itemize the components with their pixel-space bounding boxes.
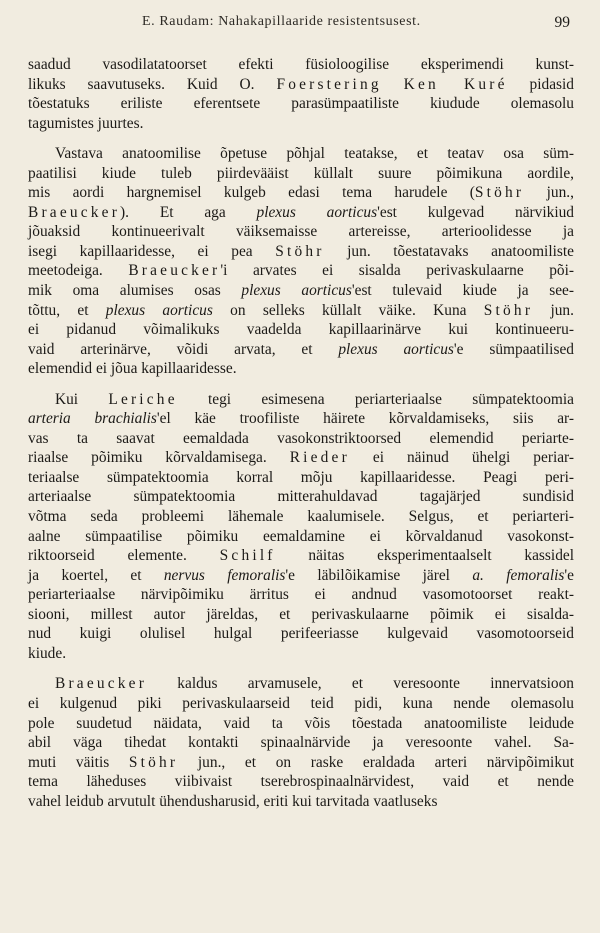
text-line — [28, 674, 574, 694]
text-run: 'el käe troofiliste häirete kõrvaldamiseks, siis ar- — [156, 410, 574, 428]
text-line — [28, 585, 574, 605]
text-line — [28, 409, 574, 429]
text-line — [28, 772, 574, 792]
paragraph — [28, 674, 574, 811]
text-run: jun., et on raske eraldada arteri närvipõimikut — [178, 753, 574, 771]
latin-term: plexus aorticus — [338, 340, 454, 358]
text-line — [28, 753, 574, 773]
text-run: riaalse põimiku kõrvaldamisega. — [28, 449, 290, 467]
text-line — [28, 792, 574, 812]
text-run: kaldus arvamusele, et veresoonte innervatsioon — [147, 675, 574, 693]
text-line — [28, 94, 574, 114]
text-run: 'e läbilõikamise järel — [285, 566, 473, 584]
text-line — [28, 429, 574, 449]
text-line — [28, 75, 574, 95]
text-run: 'est kulgevad närvikiud — [377, 203, 574, 221]
text-run: ja koertel, et — [28, 566, 164, 584]
text-line — [28, 566, 574, 586]
author-name: Foerstering — [276, 75, 382, 93]
text-run — [382, 76, 404, 93]
text-line — [28, 527, 574, 547]
text-run: tagumistes juurtes. — [28, 114, 144, 132]
author-name: Schilf — [219, 547, 276, 565]
latin-term: plexus aorticus — [241, 282, 352, 300]
text-run: 'e — [564, 566, 574, 584]
text-line — [28, 468, 574, 488]
text-run: aalne sümpaatilise põimiku eemaldamine ei kõrvaldanud vasokonst- — [28, 527, 574, 545]
author-name: Leriche — [108, 390, 178, 408]
author-name: Stöhr — [275, 242, 325, 260]
text-run: mis aordi hargnemisel kulgeb edasi tema harudele ( — [28, 184, 475, 202]
text-line — [28, 203, 574, 223]
text-run: tõestatuks eriliste eferentsete parasümpaatiliste kiudude olemasolu — [28, 95, 574, 113]
text-run: kiude. — [28, 644, 67, 662]
text-run: 'est tulevaid kiude ja see- — [351, 282, 574, 300]
paragraph — [28, 144, 574, 379]
text-line — [28, 301, 574, 321]
text-line — [28, 644, 574, 664]
page-header — [26, 8, 574, 34]
author-name: Stöhr — [128, 753, 179, 771]
text-line — [28, 448, 574, 468]
text-line — [28, 222, 574, 242]
text-line — [28, 507, 574, 527]
text-run: jun., — [524, 184, 574, 202]
text-run: tegi esimesena periarteriaalse sümpatektoomia — [177, 390, 574, 408]
paragraph — [28, 390, 574, 664]
text-run: paatilisi kiude tuleb piirdevääist küllalt suure põimikuna aordile, — [28, 164, 574, 182]
text-line — [28, 694, 574, 714]
latin-term: arteria brachialis — [28, 410, 157, 428]
text-run: 'e sümpaatilised — [453, 340, 574, 358]
text-run: 'i arvates ei sisalda perivaskulaarne põi- — [220, 262, 574, 280]
text-run: likuks saavutuseks. Kuid O. — [28, 75, 277, 93]
text-run: näitas eksperimentaalselt kassidel — [275, 547, 574, 565]
text-run: vahel leidub arvutult ühendusharusid, eriti kui tarvitada vaatluseks — [28, 792, 438, 810]
text-line — [28, 164, 574, 184]
text-line — [28, 733, 574, 753]
text-line — [28, 390, 574, 410]
text-run: elemendid ei jõua kapillaaridesse. — [28, 360, 237, 378]
text-run: vaid arterinärve, võidi arvata, et — [28, 340, 339, 358]
paragraph — [28, 55, 574, 133]
text-run: vas ta saavat eemaldada vasokonstriktoorsed elemendid periarte- — [28, 429, 574, 447]
author-name: Braeucker — [28, 203, 121, 221]
text-run: pole suudetud näidata, vaid ta võis tõestada anatoomiliste leidude — [28, 714, 574, 732]
text-run: siooni, millest autor järeldas, et perivaskulaarne põimik ei sisalda- — [28, 605, 574, 623]
text-line — [28, 114, 574, 134]
text-run: jõuaksid kontinueerivalt väiksemaisse artereisse, arterioolidesse ja — [28, 223, 574, 241]
text-run: jun. — [533, 301, 574, 319]
text-line — [28, 281, 574, 301]
text-run: teriaalse sümpatektoomia korral mõju kapillaaridesse. Peagi peri- — [28, 468, 574, 486]
text-run: abil väga tihedat kontakti spinaalnärvide ja veresoonte vahel. Sa- — [28, 734, 574, 752]
text-run: ei pidanud võimalikuks vaadelda kapillaarinärve kui kontinueeru- — [28, 321, 574, 339]
text-run: ei näinud ühelgi periar- — [349, 449, 574, 467]
text-line — [28, 183, 574, 203]
author-name: Ken Kuré — [403, 75, 508, 93]
text-run: periarteriaalse närvipõimiku ärritus ei andnud vasomotoorset reakt- — [28, 586, 574, 604]
text-line — [28, 144, 574, 164]
paragraph-gap — [28, 663, 574, 674]
text-run: arteriaalse sümpatektoomia mitterahuldavad tagajärjed sundisid — [28, 488, 574, 506]
text-run: tema läheduses viibivaist tserebrospinaalnärvidest, vaid et nende — [28, 773, 574, 791]
text-line — [28, 359, 574, 379]
text-run: nud kuigi olulisel hulgal perifeeriasse kulgevaid vasomotoorseid — [28, 625, 574, 643]
text-run: ei kulgenud piki perivaskulaarseid teid pidi, kuna nende olemasolu — [28, 694, 574, 712]
author-name: Braeucker — [128, 262, 221, 280]
text-run: mik oma alumises osas — [28, 282, 242, 300]
author-name: Rieder — [289, 449, 350, 467]
text-run: Vastava anatoomilise õpetuse põhjal teatakse, et teatav osa süm- — [55, 145, 574, 163]
text-run: meetodeiga. — [28, 262, 129, 280]
text-run: riktoorseid elemente. — [28, 547, 220, 565]
text-line — [28, 624, 574, 644]
text-line — [28, 320, 574, 340]
running-title: E. Raudam: Nahakapillaaride resistentsusest. — [142, 14, 421, 29]
text-run: on selleks küllalt väike. Kuna — [212, 301, 484, 319]
text-run: muti väitis — [28, 753, 129, 771]
text-run: jun. tõestatavaks anatoomiliste — [324, 242, 574, 260]
page-number: 99 — [554, 14, 570, 31]
author-name: Braeucker — [55, 675, 148, 693]
latin-term: nervus femoralis — [163, 566, 286, 584]
text-line — [28, 546, 574, 566]
text-line — [28, 605, 574, 625]
latin-term: plexus aorticus — [256, 203, 378, 221]
latin-term: plexus aorticus — [105, 301, 213, 319]
paragraph-gap — [28, 133, 574, 144]
article-body — [28, 55, 574, 811]
text-run: saadud vasodilatatoorset efekti füsioloogilise eksperimendi kunst- — [28, 56, 574, 73]
paragraph-gap — [28, 379, 574, 390]
text-line — [28, 714, 574, 734]
text-line — [28, 487, 574, 507]
text-line — [28, 242, 574, 262]
text-line — [28, 55, 574, 75]
text-run: isegi kapillaaridesse, ei pea — [28, 242, 276, 260]
text-line — [28, 261, 574, 281]
text-run: tõttu, et — [28, 301, 106, 319]
author-name: Stöhr — [474, 184, 525, 202]
latin-term: a. femoralis — [472, 566, 565, 584]
text-run: võtma seda probleemi lähemale kaalumisele. Selgus, et periarteri- — [28, 508, 574, 526]
text-line — [28, 340, 574, 360]
text-run: pidasid — [507, 75, 574, 93]
text-run: ). Et aga — [120, 203, 257, 221]
author-name: Stöhr — [483, 301, 534, 319]
text-run: Kui — [55, 390, 109, 408]
